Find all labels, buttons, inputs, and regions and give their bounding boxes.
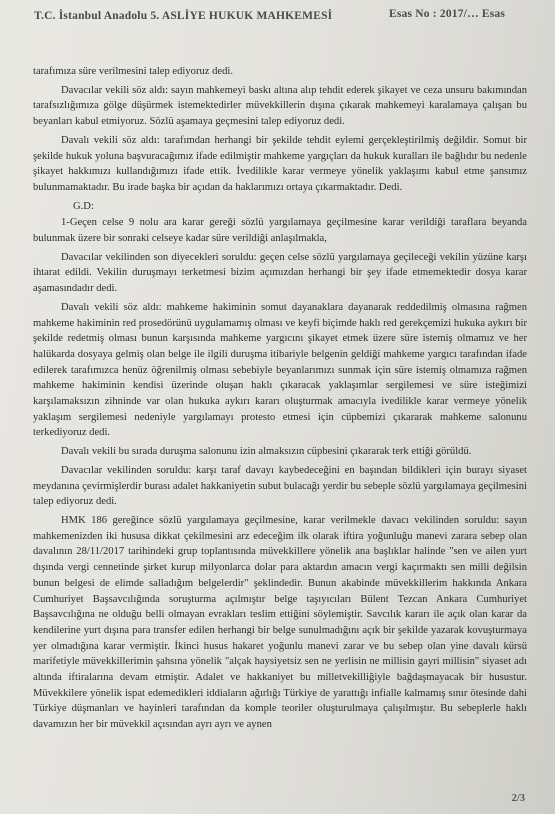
section-heading-gd: G.D:: [73, 200, 94, 212]
document-header: [34, 6, 525, 26]
paragraph: 1-Geçen celse 9 nolu ara karar gereği sözlü yargılamaya geçilmesine karar verildiği taraflara beyanda bulunmak üzere bir sonraki celseye kadar süre verildiği anlaşılmakla,: [33, 217, 527, 245]
paragraph: Davacılar vekili söz aldı: sayın mahkemeyi baskı altına alıp tehdit ederek şikayet ve ceza unsuru bakımından tarafsızlığımıza gölge düşürmek istemektedirler müvekkillerin dışına çıkarak mahkemeyi karalamaya çalışan bu beyanları kabul etmiyoruz. Sözlü aşamaya geçmesini talep ediyoruz dedi.: [33, 84, 527, 128]
paragraph: Davalı vekili bu sırada duruşma salonunu izin almaksızın cüpbesini çıkararak terk ettiği görüldü.: [61, 446, 472, 458]
case-number: Esas No : 2017/… Esas: [389, 8, 506, 20]
paragraph: Davacılar vekilinden son diyecekleri soruldu: geçen celse sözlü yargılamaya geçileceği vekilin yüzüne karşı ihtarat edildi. Vekilin duruşmayı terketmesi bizim açımızdan herhangi bir şey ifade etmemektedir dosya karar aşamasındadır dedi.: [33, 251, 527, 295]
paragraph: HMK 186 gereğince sözlü yargılamaya geçilmesine, karar verilmekle davacı vekilinden soruldu: sayın mahkemenizden iki hususa dikkat çekilmesini arz edeceğim ilk olarak iftira yoğunluğu manevi zarara sebep olan davalının 28/11/2017 tarihindeki grup toplantısında müvekkillere yönelik ana başlıklar halinde "sen ve ailen yurt dışında vergi cennetinde şirket kurup milyonlarca dolar para aktardın amacın vergi kaçırmaktı sen milli değilsin bunun belgesi de elimde salladığım belgelerdir" şeklindedir. Bunun akabinde müvekkillerim hakkında Ankara Cumhuriyet Başsavcılığında soruşturma açılmıştır belge taşıyıcıları Bülent Tezcan Ankara Cumhuriyet Başsavcılığına ne olduğu belli olmayan evrakları teslim ettiğini söylemiştir. Savcılık kararı ile açık olan karar da kendilerine yurt dışına para transfer edilen herhangi bir belge sunulmadığını açık bir şekilde yazarak kovuşturmaya yer olmadığına karar vermiştir. İkinci husus hakaret yoğunlu manevi zarar ve bu sebep olan yine davalı kürsü marifetiyle müvekkillerimin şahsına yönelik "alçak haysiyetsiz sen ne yerlisin ne millisin gayri millisin" siyaset adı altında iftiralarına devam etmiştir. Adalet ve hakkaniyet bu milletvekilliğiyle bağdaşmayacak bir husustur. Müvekkilere yönelik ispat edemedikleri iddiaların ağırlığı Türkiye de yarattığı infialle kalmamış sınır ötesinde dahi Türkiye düşmanları ve hayinleri tarafından da komple teoriler oluşturulmaya çalışılmıştır. Bu sebeplerle haklı davamızın her bir müvekkil açısından ayrı ayrı ve aynen: [33, 514, 527, 731]
page-number: 2/3: [511, 793, 525, 804]
court-name: T.C. İstanbul Anadolu 5. ASLİYE HUKUK MAHKEMESİ: [34, 10, 333, 22]
paragraph: Davalı vekili söz aldı: mahkeme hakiminin somut dayanaklara dayanarak reddedilmiş olmasına rağmen mahkeme hakiminin red prosedörünü uygulamamış olması ve keyfi biçimde haklı red gerekçemizi hukuka aykırı bir şekilde redetmiş olması bunun karşısında mahkeme yargıcını şikayet etmek üzere süre istemiş olmamız ve her halükarda dosyaya gelmiş olan belge ile ilgili duruşma itibariyle belgenin geldiği mahkeme yargıcı tarafından ifade edilerek tarafımızca henüz öğrenilmiş olması sebebiyle beyanlarımızı sunmak için süre istemiş olmamıza rağmen mahkeme hakiminin kendisi üzerinde oluşan haklı çıkaracak yaklaşımlar sergilemesi ve süre isteğimizi karşılamaksızın zihninde var olan hukuka aykırı kararı oluşturmak amacıyla ivedilikle karar vermeye yönelik yaklaşım sergilemesi nedeniyle yargılamayı protesto etmesi için cüpbemizi çıkararak mahkeme salonunu terkediyoruz dedi.: [33, 301, 527, 439]
paragraph: tarafımıza süre verilmesini talep ediyoruz dedi.: [33, 66, 234, 77]
paragraph: Davacılar vekilinden soruldu: karşı taraf davayı kaybedeceğini en başından bildikleri için burayı siyaset meydanına çevirmişlerdir burası adalet hakkaniyetin subut bulacağı yerdir bu sebeple sözlü yargılamaya geçilmesini talep ediyoruz dedi.: [33, 464, 527, 508]
paragraph: Davalı vekili söz aldı: tarafımdan herhangi bir şekilde tehdit eylemi gerçekleştirilmiş değildir. Somut bir şekilde hukuk yoluna başvuracağımız ifade edilmiştir mahkeme yargıçları da hukuk kuralları ile bağlıdır bu nedenle şikayet hakkımızı kullandığımızı ifade ettik. İvedilikle karar vermeye yönelik yaklaşımı kabul etme şansımız bulunmamaktadır. Bu irade başka bir açıdan da haklarımızı ortaya çıkarmaktadır. Dedi.: [33, 134, 527, 193]
hearing-minutes-body: [33, 64, 527, 736]
